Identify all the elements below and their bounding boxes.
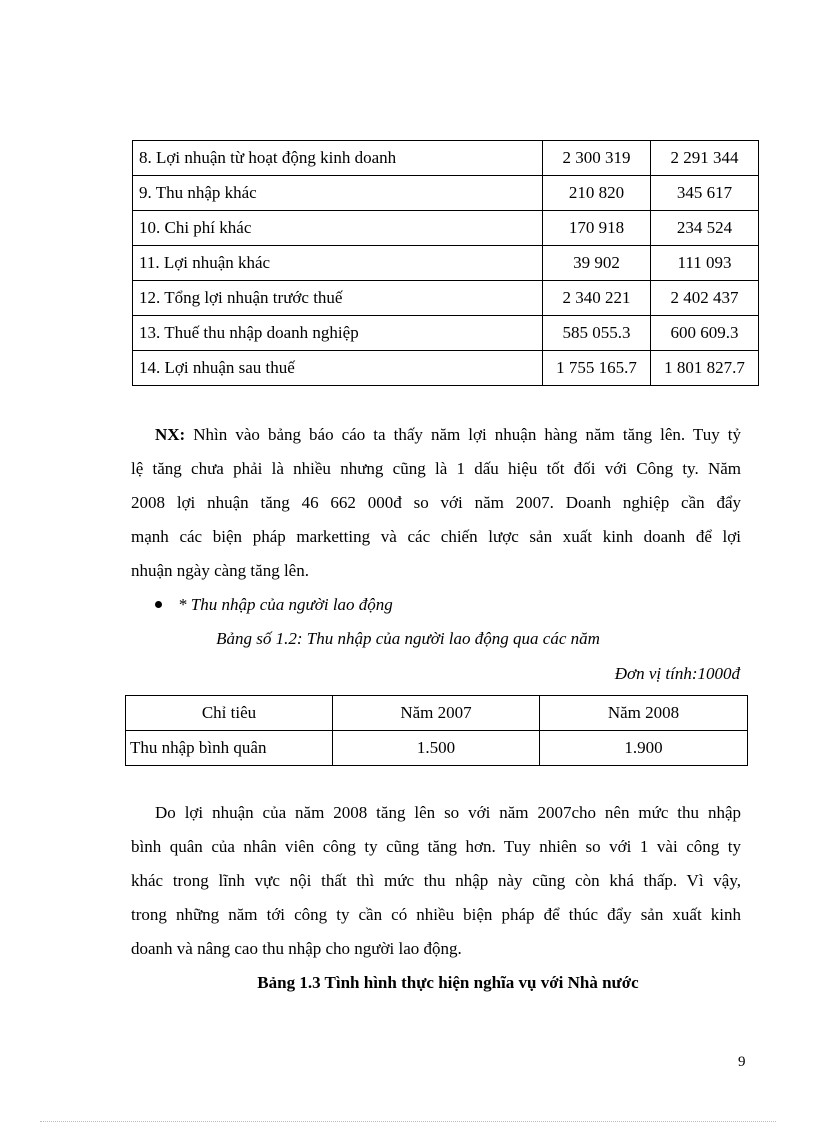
- row-label-cell: 11. Lợi nhuận khác: [133, 246, 543, 281]
- table-row: [126, 731, 748, 766]
- value-cell-y2008: 2 402 437: [651, 281, 759, 316]
- row-label-cell: 14. Lợi nhuận sau thuế: [133, 351, 543, 386]
- table-row: [133, 211, 759, 246]
- value-cell-y2007: 585 055.3: [543, 316, 651, 351]
- value-cell-y2007: 170 918: [543, 211, 651, 246]
- value-cell-y2007: 210 820: [543, 176, 651, 211]
- row-label-cell: 8. Lợi nhuận từ hoạt động kinh doanh: [133, 141, 543, 176]
- value-cell-y2007: 1 755 165.7: [543, 351, 651, 386]
- paragraph-line: doanh và nâng cao thu nhập cho người lao động.: [131, 939, 462, 958]
- income-paragraph: [131, 796, 741, 966]
- value-cell-y2007: 39 902: [543, 246, 651, 281]
- page-bottom-rule: [40, 1121, 776, 1122]
- comment-line: mạnh các biện pháp marketting và các chiến lược sản xuất kinh doanh để lợi: [131, 527, 741, 546]
- value-cell-y2008: 234 524: [651, 211, 759, 246]
- table-header-row: [126, 696, 748, 731]
- paragraph-line: bình quân của nhân viên công ty cũng tăng hơn. Tuy nhiên so với 1 vài công ty: [131, 837, 741, 856]
- value-cell-y2008: 345 617: [651, 176, 759, 211]
- table-row: [133, 141, 759, 176]
- paragraph-line: Do lợi nhuận của năm 2008 tăng lên so với năm 2007cho nên mức thu nhập: [155, 803, 741, 822]
- table-row: [133, 176, 759, 211]
- value-cell-y2007: 2 300 319: [543, 141, 651, 176]
- bullet-item: [155, 593, 393, 617]
- row-label-cell: 9. Thu nhập khác: [133, 176, 543, 211]
- bullet-text: * Thu nhập của người lao động: [178, 595, 393, 614]
- comment-line: nhuận ngày càng tăng lên.: [131, 561, 309, 580]
- income-table-caption: Bảng số 1.2: Thu nhập của người lao động qua các năm: [216, 629, 600, 648]
- value-cell-y2008: 111 093: [651, 246, 759, 281]
- bullet-dot-icon: [155, 601, 162, 608]
- comment-prefix: NX:: [155, 425, 186, 444]
- comment-paragraph: [131, 418, 741, 588]
- comment-line: Nhìn vào bảng báo cáo ta thấy năm lợi nhuận hàng năm tăng lên. Tuy tỷ: [193, 425, 741, 444]
- table-row: [133, 246, 759, 281]
- comment-line: 2008 lợi nhuận tăng 46 662 000đ so với năm 2007. Doanh nghiệp cần đẩy: [131, 493, 741, 512]
- value-cell-y2007: 2 340 221: [543, 281, 651, 316]
- income-table: [125, 695, 748, 766]
- value-cell-y2008: 2 291 344: [651, 141, 759, 176]
- comment-line: lệ tăng chưa phải là nhiều nhưng cũng là 1 dấu hiệu tốt đối với Công ty. Năm: [131, 459, 741, 478]
- table-row: [133, 281, 759, 316]
- row-label-cell: 13. Thuế thu nhập doanh nghiệp: [133, 316, 543, 351]
- value-cell-y2008: 600 609.3: [651, 316, 759, 351]
- table-1-3-title: Bảng 1.3 Tình hình thực hiện nghĩa vụ với Nhà nước: [257, 973, 639, 992]
- table-cell: 1.900: [540, 731, 748, 766]
- value-cell-y2008: 1 801 827.7: [651, 351, 759, 386]
- header-cell: Chỉ tiêu: [126, 696, 333, 731]
- table-row: [133, 316, 759, 351]
- paragraph-line: trong những năm tới công ty cần có nhiều biện pháp để thúc đẩy sản xuất kinh: [131, 905, 741, 924]
- page-number: 9: [738, 1054, 746, 1070]
- table-row: [133, 351, 759, 386]
- profit-table: [132, 140, 759, 386]
- row-label-cell: 12. Tổng lợi nhuận trước thuế: [133, 281, 543, 316]
- table-cell: Thu nhập bình quân: [126, 731, 333, 766]
- table-cell: 1.500: [333, 731, 540, 766]
- income-unit: Đơn vị tính:1000đ: [614, 664, 740, 683]
- header-cell: Năm 2008: [540, 696, 748, 731]
- paragraph-line: khác trong lĩnh vực nội thất thì mức thu nhập này cũng còn khá thấp. Vì vậy,: [131, 871, 741, 890]
- header-cell: Năm 2007: [333, 696, 540, 731]
- row-label-cell: 10. Chi phí khác: [133, 211, 543, 246]
